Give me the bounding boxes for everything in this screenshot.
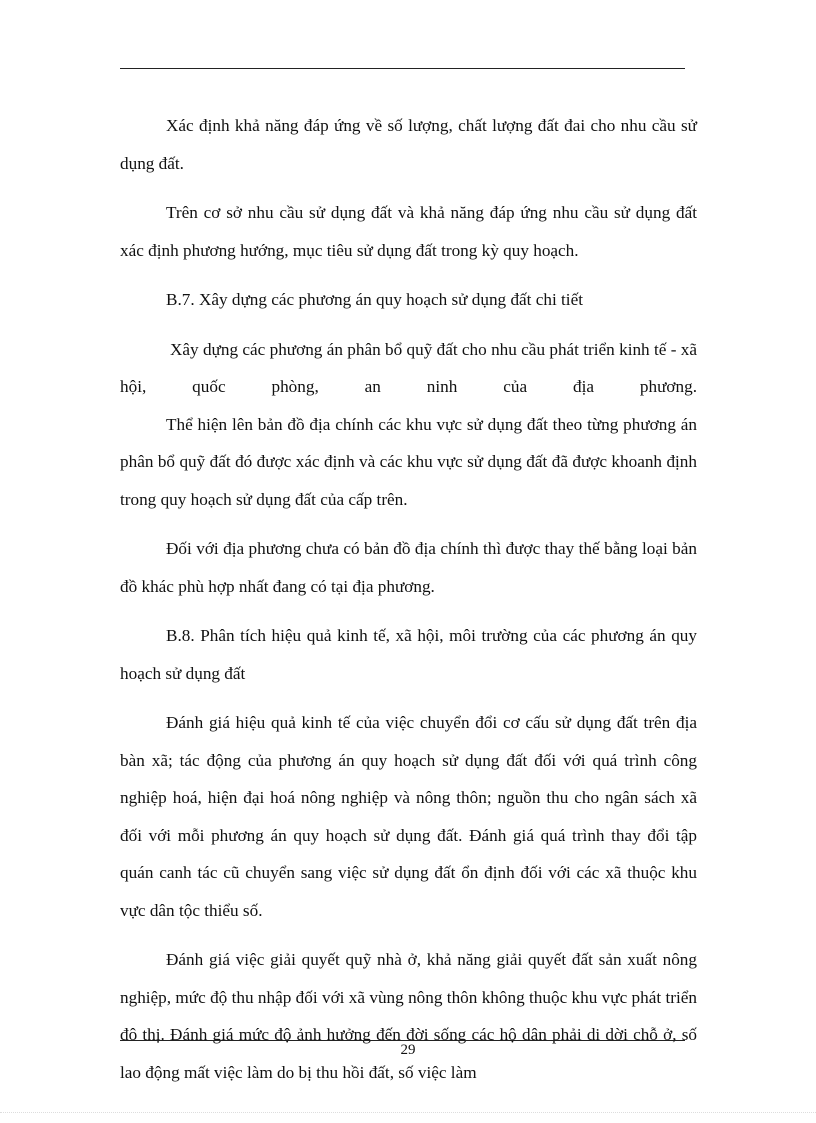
page-number: 29 [400, 1042, 416, 1058]
section-heading-b8: B.8. Phân tích hiệu quả kinh tế, xã hội, môi trường của các phương án quy hoạch sử dụng đất [120, 626, 697, 683]
footer-rule [120, 1040, 685, 1041]
section-heading-b7: B.7. Xây dựng các phương án quy hoạch sử dụng đất chi tiết [166, 290, 583, 309]
paragraph-6: Đánh giá hiệu quả kinh tế của việc chuyển đổi cơ cấu sử dụng đất trên địa bàn xã; tác động của phương án quy hoạch sử dụng đất đối với quá trình công nghiệp hoá, hiện đại hoá nông nghiệp và nông thôn; nguồn thu cho ngân sách xã đối với mỗi phương án quy hoạch sử dụng đất. Đánh giá quá trình thay đổi tập quán canh tác cũ chuyển sang việc sử dụng đất ổn định đối với các xã thuộc khu vực dân tộc thiểu số. [120, 713, 697, 920]
paragraph-5: Đối với địa phương chưa có bản đồ địa chính thì được thay thế bằng loại bản đồ khác phù hợp nhất đang có tại địa phương. [120, 539, 697, 596]
header-rule [120, 68, 685, 69]
paragraph-3: Xây dựng các phương án phân bổ quỹ đất cho nhu cầu phát triển kinh tế - xã hội, quốc phòng, an ninh của địa phương. [120, 339, 697, 396]
paragraph-2: Trên cơ sở nhu cầu sử dụng đất và khả năng đáp ứng nhu cầu sử dụng đất xác định phương hướng, mục tiêu sử dụng đất trong kỳ quy hoạch. [120, 203, 697, 260]
paragraph-7: Đánh giá việc giải quyết quỹ nhà ở, khả năng giải quyết đất sản xuất nông nghiệp, mức độ thu nhập đối với xã vùng nông thôn không thuộc khu vực phát triển đô thị. Đánh giá mức độ ảnh hưởng đến đời sống các hộ dân phải di dời chỗ ở, số lao động mất việc làm do bị thu hồi đất, số việc làm [120, 950, 697, 1082]
page-content [120, 107, 697, 1103]
page-edge-divider [0, 1112, 816, 1113]
paragraph-4: Thể hiện lên bản đồ địa chính các khu vực sử dụng đất theo từng phương án phân bổ quỹ đất đó được xác định và các khu vực sử dụng đất đã được khoanh định trong quy hoạch sử dụng đất của cấp trên. [120, 414, 697, 509]
paragraph-1: Xác định khả năng đáp ứng về số lượng, chất lượng đất đai cho nhu cầu sử dụng đất. [120, 116, 697, 173]
